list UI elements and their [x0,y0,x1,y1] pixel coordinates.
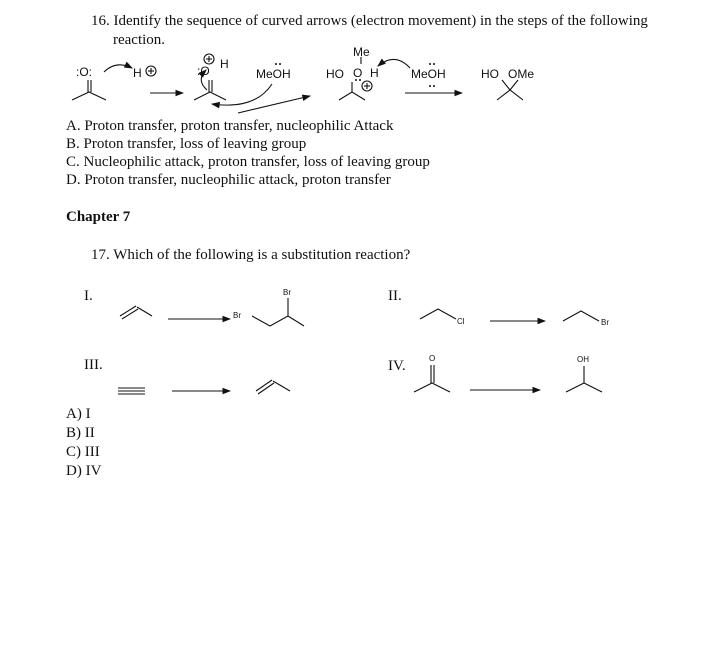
methanol-1: MeOH [256,67,291,81]
atom-br-left: Br [233,311,241,320]
isopropanol-skeleton [566,383,602,392]
atom-oh: OH [577,355,589,364]
protonated-oxygen: :O [197,64,210,78]
product-methoxy: OMe [508,67,535,81]
hydroxyl-label: HO [326,67,344,81]
q17-answer-c: C) III [66,444,100,460]
atom-cl: Cl [457,317,465,326]
atom-br-top: Br [283,288,291,297]
propene-double-2 [122,309,138,319]
methanol-2: MeOH [411,67,446,81]
protonated-h: H [220,57,229,71]
q16-stem-line1: 16. Identify the sequence of curved arrows (electron movement) in the steps of the following [91,13,648,29]
q16-option-b: B. Proton transfer, loss of leaving group [66,136,307,152]
q16-option-d: D. Proton transfer, nucleophilic attack, proton transfer [66,172,391,188]
q17-stem: 17. Which of the following is a substitution reaction? [91,247,411,263]
ketone-oxygen: :O: [76,65,93,79]
q16-option-c: C. Nucleophilic attack, proton transfer, loss of leaving group [66,154,430,170]
proton-h: H [133,66,142,80]
bromide-skeleton [563,311,599,321]
oxonium-h: H [370,66,379,80]
q17-label-i: I. [84,288,93,304]
methyl-label: Me [353,45,370,59]
propene-double-1 [120,306,136,316]
q16-stem-line2: reaction. [113,32,166,48]
q16-option-a: A. Proton transfer, proton transfer, nucleophilic Attack [66,118,394,134]
acetone-skeleton [414,383,450,392]
alkene-single [273,381,290,391]
chapter-heading: Chapter 7 [66,209,131,225]
q17-label-ii: II. [388,288,402,304]
product-hydroxyl: HO [481,67,499,81]
atom-o: O [429,354,436,363]
propene-single [137,307,152,316]
q17-answer-a: A) I [66,406,91,422]
q17-answer-b: B) II [66,425,95,441]
dibromide-skeleton [252,316,304,326]
q17-label-iv: IV. [388,358,406,374]
chloride-skeleton [420,309,456,319]
atom-br-right: Br [601,318,609,327]
q17-label-iii: III. [84,357,103,373]
oxonium-oxygen: O [353,66,363,80]
q17-answer-d: D) IV [66,463,102,479]
